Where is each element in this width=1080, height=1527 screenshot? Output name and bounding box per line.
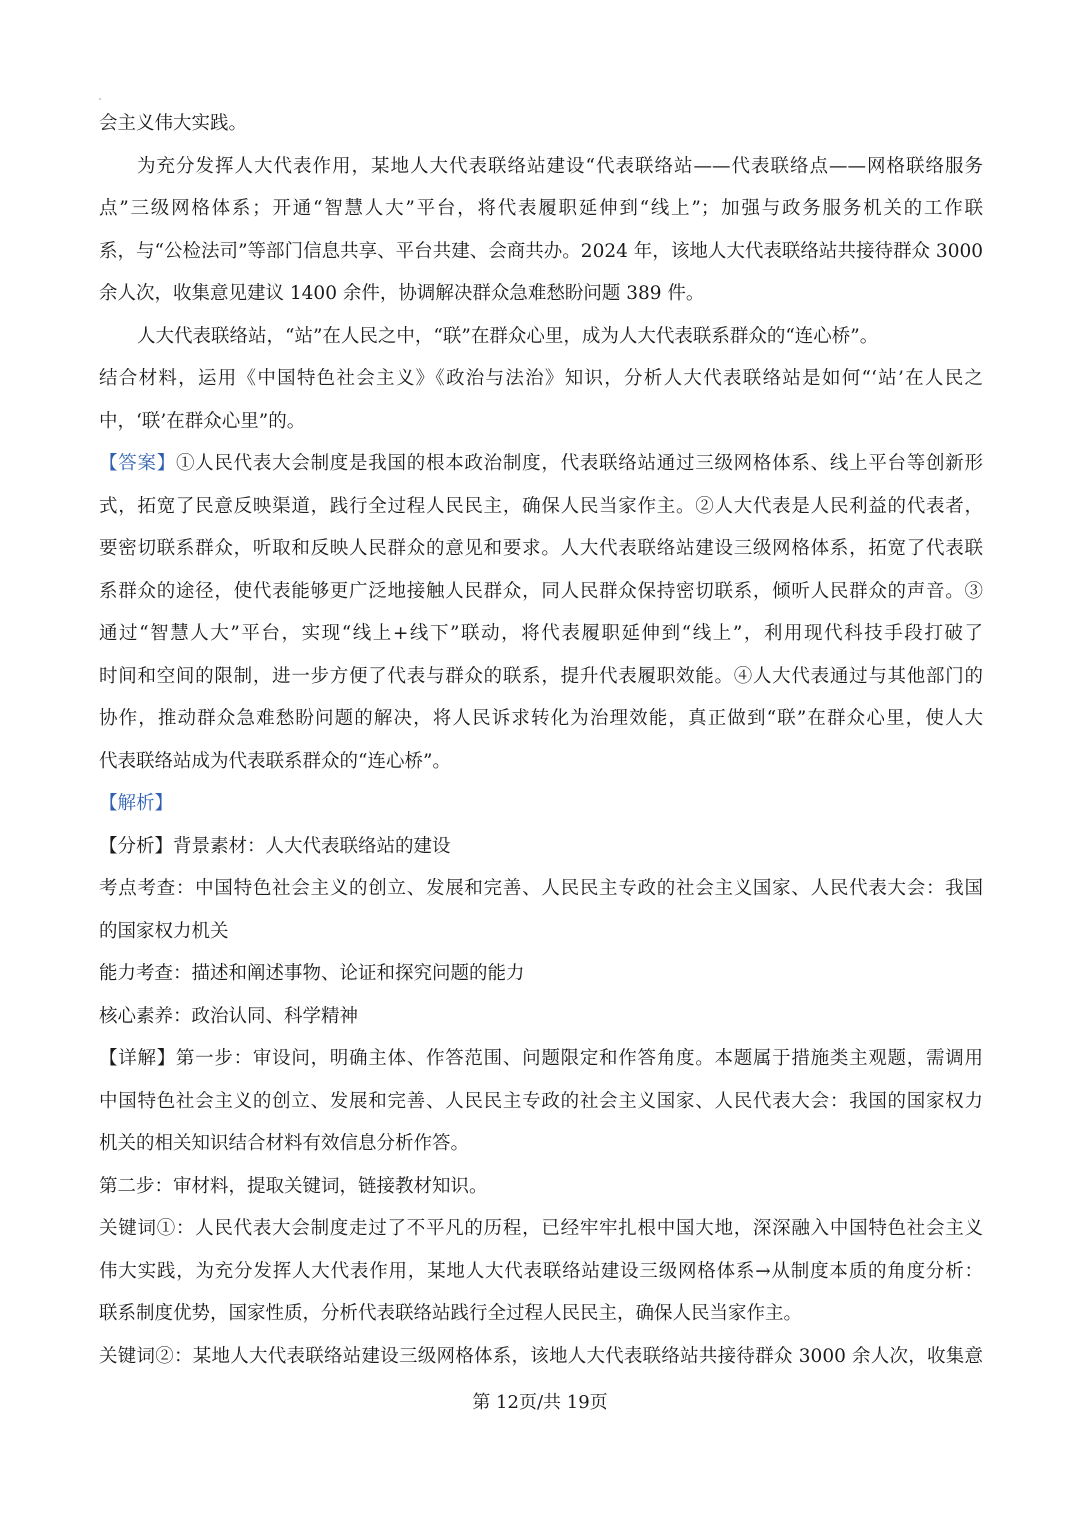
answer-line: 时间和空间的限制，进一步方便了代表与群众的联系，提升代表履职效能。④人大代表通过与其他部门的 <box>99 665 983 687</box>
analysis-line: 的国家权力机关 <box>99 920 229 942</box>
question-line: 中，‘联’在群众心里”的。 <box>99 410 306 432</box>
answer-line: 要密切联系群众，听取和反映人民群众的意见和要求。人大代表联络站建设三级网格体系，拓宽了代表联 <box>99 538 983 559</box>
material-line: 会主义伟大实践。 <box>99 113 248 134</box>
answer-line: 代表联络站成为代表联系群众的“连心桥”。 <box>99 750 451 772</box>
material-line: 人大代表联络站，“站”在人民之中，“联”在群众心里，成为人大代表联系群众的“连心桥”。 <box>137 325 879 347</box>
document-body <box>99 103 983 1378</box>
analysis-line: 联系制度优势，国家性质，分析代表联络站践行全过程人民民主，确保人民当家作主。 <box>99 1303 803 1324</box>
analysis-line: 中国特色社会主义的创立、发展和完善、人民民主专政的社会主义国家、人民代表大会：我国的国家权力 <box>99 1090 983 1112</box>
analysis-line: 关键词②：某地人大代表联络站建设三级网格体系，该地人大代表联络站共接待群众 3000 余人次，收集意 <box>99 1345 983 1367</box>
analysis-line: 考点考查：中国特色社会主义的创立、发展和完善、人民民主专政的社会主义国家、人民代表大会：我国 <box>99 878 983 899</box>
analysis-line: 能力考查：描述和阐述事物、论证和探究问题的能力 <box>99 963 525 984</box>
analysis-line: 【分析】背景素材：人大代表联络站的建设 <box>99 835 451 857</box>
answer-line <box>99 443 983 486</box>
material-line: 系，与“公检法司”等部门信息共享、平台共建、会商共办。2024 年，该地人大代表联络站共接待群众 3000 <box>99 240 983 262</box>
answer-text: ①人民代表大会制度是我国的根本政治制度，代表联络站通过三级网格体系、线上平台等创新形 <box>175 453 983 474</box>
material-line: 点”三级网格体系；开通“智慧人大”平台，将代表履职延伸到“线上”；加强与政务服务机关的工作联 <box>99 198 983 219</box>
material-line: 为充分发挥人大代表作用，某地人大代表联络站建设“代表联络站——代表联络点——网格联络服务 <box>137 155 983 177</box>
analysis-line: 机关的相关知识结合材料有效信息分析作答。 <box>99 1133 470 1154</box>
answer-line: 协作，推动群众急难愁盼问题的解决，将人民诉求转化为治理效能，真正做到“联”在群众心里，使人大 <box>99 708 983 729</box>
answer-line: 通过“智慧人大”平台，实现“线上+线下”联动，将代表履职延伸到“线上”，利用现代科技手段打破了 <box>99 623 983 644</box>
material-line: 余人次，收集意见建议 1400 余件，协调解决群众急难愁盼问题 389 件。 <box>99 283 705 304</box>
scan-dot <box>99 98 101 100</box>
analysis-line: 【详解】第一步：审设问，明确主体、作答范围、问题限定和作答角度。本题属于措施类主观题，需调用 <box>99 1048 983 1069</box>
answer-tag: 【答案】 <box>99 453 176 474</box>
answer-line: 系群众的途径，使代表能够更广泛地接触人民群众，同人民群众保持密切联系，倾听人民群众的声音。③ <box>99 580 983 602</box>
question-line: 结合材料，运用《中国特色社会主义》《政治与法治》知识，分析人大代表联络站是如何“‘站’在人民之 <box>99 368 983 389</box>
analysis-line: 核心素养：政治认同、科学精神 <box>99 1005 359 1027</box>
analysis-line: 第二步：审材料，提取关键词，链接教材知识。 <box>99 1175 488 1197</box>
analysis-line: 关键词①：人民代表大会制度走过了不平凡的历程，已经牢牢扎根中国大地，深深融入中国特色社会主义 <box>99 1218 983 1239</box>
answer-line: 式，拓宽了民意反映渠道，践行全过程人民民主，确保人民当家作主。②人大代表是人民利益的代表者， <box>99 495 983 517</box>
page-number: 第 12页/共 19页 <box>472 1392 608 1413</box>
analysis-line: 伟大实践，为充分发挥人大代表作用，某地人大代表联络站建设三级网格体系→从制度本质的角度分析： <box>99 1260 983 1282</box>
analysis-tag: 【解析】 <box>99 793 174 814</box>
